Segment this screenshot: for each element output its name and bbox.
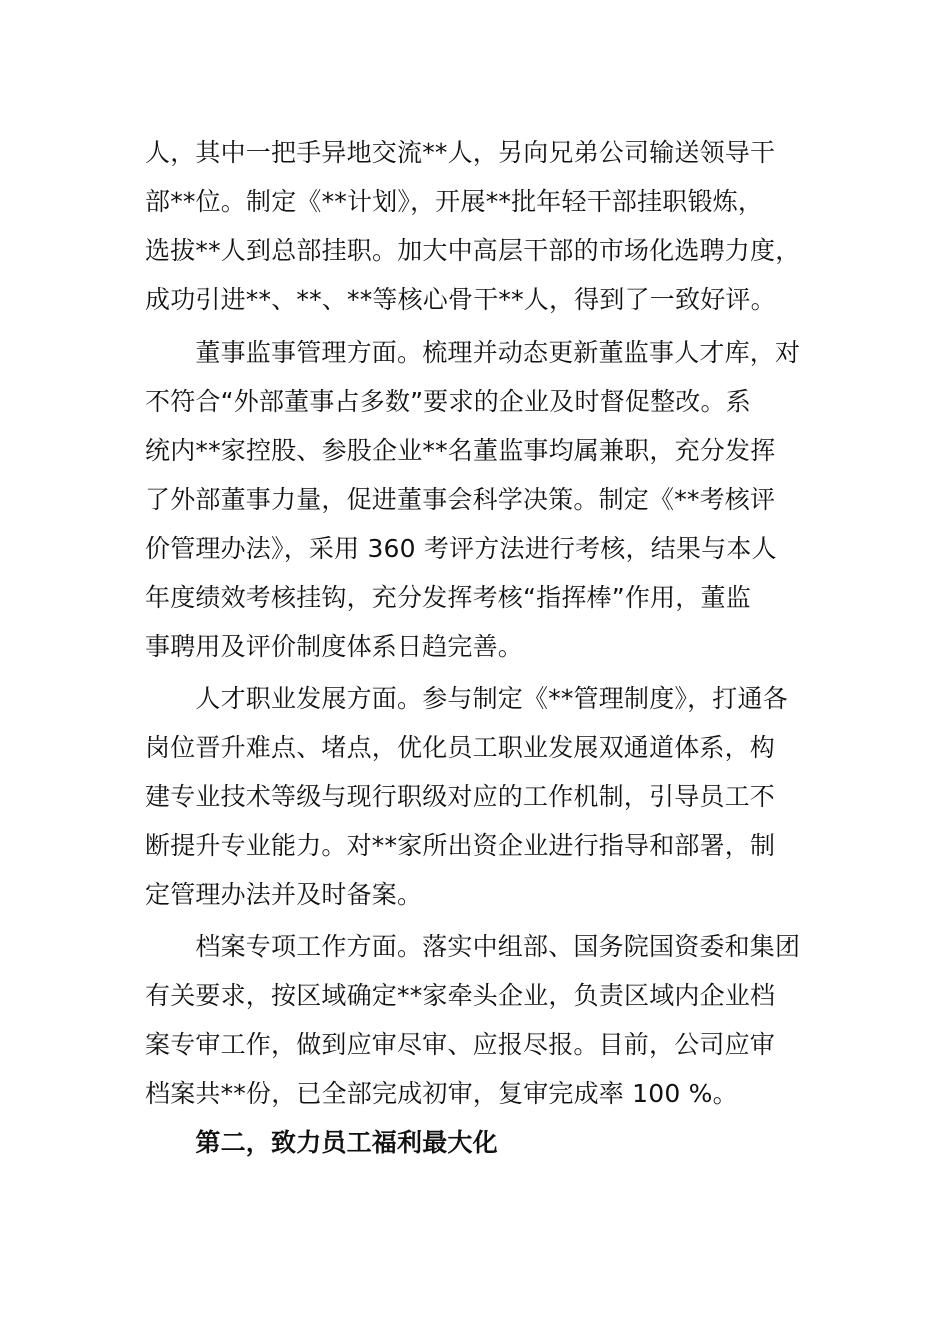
text-line: 董事监事管理方面。梳理并动态更新董监事人才库，对 (145, 338, 801, 367)
text-line: 档案共**份，已全部完成初审，复审完成率 100 %。 (145, 1079, 738, 1108)
text-line: 断提升专业能力。对**家所出资企业进行指导和部署，制 (145, 831, 776, 860)
text-line: 不符合“外部董事占多数”要求的企业及时督促整改。系 (145, 387, 751, 416)
text-line: 选拔**人到总部挂职。加大中高层干部的市场化选聘力度， (145, 236, 801, 265)
paragraph-2 (145, 328, 805, 671)
text-line: 建专业技术等级与现行职级对应的工作机制，引导员工不 (145, 782, 776, 811)
text-line: 档案专项工作方面。落实中组部、国务院国资委和集团 (145, 932, 801, 961)
paragraph-3 (145, 674, 805, 919)
text-line: 成功引进**、**、**等核心骨干**人，得到了一致好评。 (145, 285, 776, 314)
text-line: 定管理办法并及时备案。 (145, 880, 423, 909)
text-line: 价管理办法》，采用 360 考评方法进行考核，结果与本人 (145, 534, 777, 563)
text-line: 了外部董事力量，促进董事会科学决策。制定《**考核评 (145, 485, 776, 514)
text-line: 部**位。制定《**计划》，开展**批年轻干部挂职锻炼， (145, 187, 764, 216)
text-line: 人，其中一把手异地交流**人，另向兄弟公司输送领导干 (145, 138, 776, 167)
section-heading: 第二，致力员工福利最大化 (145, 1128, 498, 1157)
text-line: 人才职业发展方面。参与制定《**管理制度》，打通各 (145, 684, 788, 713)
paragraph-4 (145, 922, 805, 1118)
text-line: 有关要求，按区域确定**家牵头企业，负责区域内企业档 (145, 981, 776, 1010)
text-line: 岗位晋升难点、堵点，优化员工职业发展双通道体系，构 (145, 733, 776, 762)
text-line: 事聘用及评价制度体系日趋完善。 (145, 632, 524, 661)
section-heading-block (145, 1118, 805, 1167)
text-line: 统内**家控股、参股企业**名董监事均属兼职，充分发挥 (145, 436, 776, 465)
text-line: 年度绩效考核挂钩，充分发挥考核“指挥棒”作用，董监 (145, 583, 751, 612)
text-line: 案专审工作，做到应审尽审、应报尽报。目前，公司应审 (145, 1030, 776, 1059)
paragraph-1 (145, 128, 805, 324)
